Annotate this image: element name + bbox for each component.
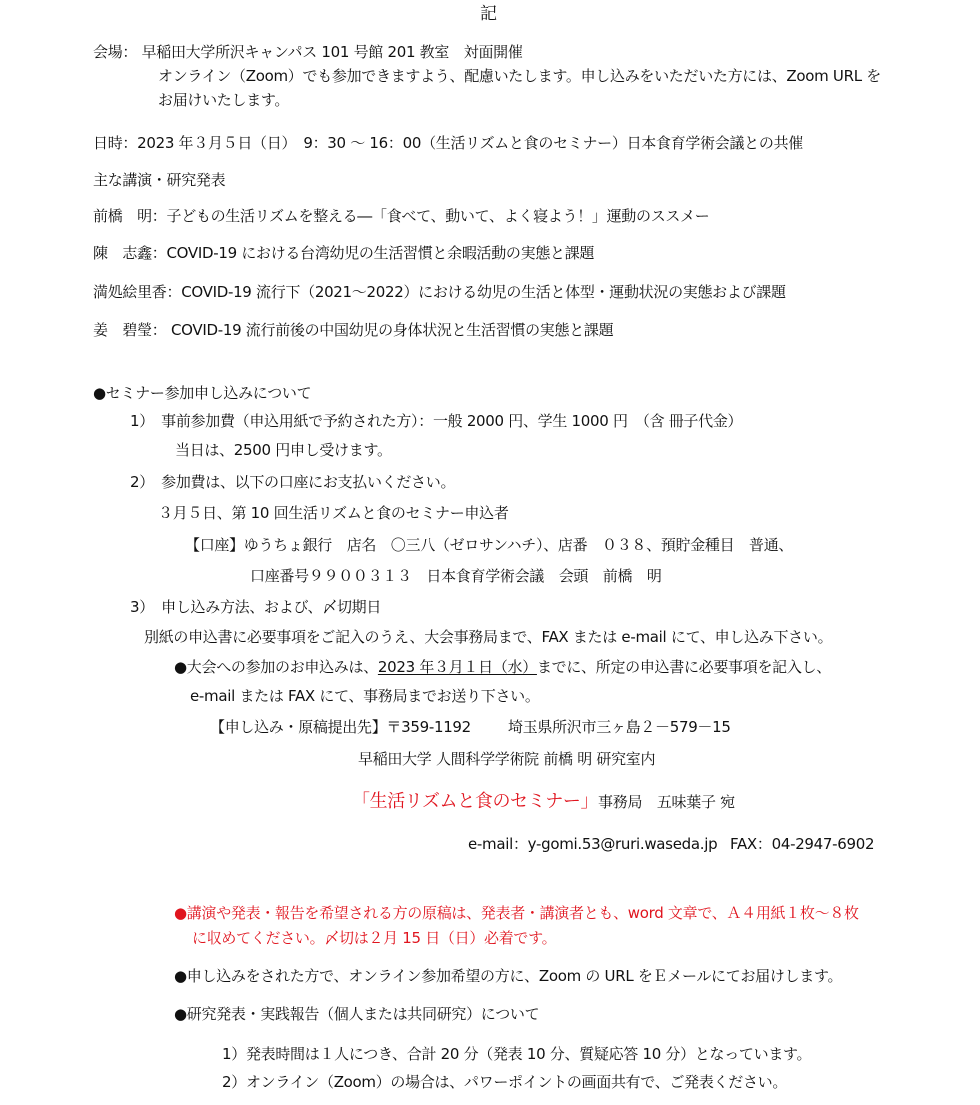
deadline-pre: ●大会への参加のお申込みは、 (174, 658, 378, 676)
research-item: 1）発表時間は１人につき、合計 20 分（発表 10 分、質疑応答 10 分）となっています。 (222, 1045, 812, 1063)
fee-onsite: 当日は、2500 円申し受けます。 (175, 441, 392, 459)
application-method-heading: 3） 申し込み方法、および、〆切期日 (130, 598, 382, 616)
deadline-line-2: e-mail または FAX にて、事務局までお送り下さい。 (190, 687, 540, 705)
seminar-name: 「生活リズムと食のセミナー」 (352, 791, 599, 812)
lecture-item: 満処絵里香：COVID-19 流行下（2021～2022）における幼児の生活と体型・運動状況の実態および課題 (93, 283, 786, 301)
contact-email: e-mail：y-gomi.53@ruri.waseda.jp (468, 835, 718, 853)
fee-payment: 2） 参加費は、以下の口座にお支払いください。 (130, 473, 456, 491)
lecture-item: 姜 碧瑩： COVID-19 流行前後の中国幼児の身体状況と生活習慣の実態と課題 (93, 321, 614, 339)
deadline-date: 2023 年３月１日（水） (377, 658, 537, 676)
address-label: 【申し込み・原稿提出先】〒359-1192 (210, 718, 471, 736)
registration-heading: ●セミナー参加申し込みについて (93, 384, 312, 402)
office-recipient: 事務局 五味葉子 宛 (598, 793, 735, 811)
fee-payment-note: ３月５日、第 10 回生活リズムと食のセミナー申込者 (158, 504, 509, 522)
venue-line: 会場： 早稲田大学所沢キャンパス 101 号館 201 教室 対面開催 (93, 43, 523, 61)
office-line (352, 792, 735, 812)
research-item: 2）オンライン（Zoom）の場合は、パワーポイントの画面共有で、ご発表ください。 (222, 1073, 788, 1091)
bank-account-number: 口座番号９９００３１３ 日本食育学術会議 会頭 前橋 明 (250, 567, 662, 585)
deadline-line (174, 657, 831, 677)
venue-online-note: オンライン（Zoom）でも参加できますよう、配慮いたします。申し込みをいただいた方には、Zoom URL を (158, 67, 881, 85)
fee-advance: 1） 事前参加費（申込用紙で予約された方）：一般 2000 円、学生 1000 円 （含 冊子代金） (130, 412, 743, 430)
venue-online-note-cont: お届けいたします。 (158, 91, 290, 109)
lab-name: 早稲田大学 人間科学学術院 前橋 明 研究室内 (358, 750, 656, 768)
application-method-text: 別紙の申込書に必要事項をご記入のうえ、大会事務局まで、FAX または e-mail にて、申し込み下さい。 (144, 628, 833, 646)
contact-fax: FAX：04-2947-6902 (730, 835, 875, 853)
document-title: 記 (480, 4, 497, 24)
address: 埼玉県所沢市三ヶ島２－579－15 (508, 718, 731, 736)
lecture-item: 前橋 明：子どもの生活リズムを整える―「食べて、動いて、よく寝よう！」運動のススメー (93, 207, 710, 225)
datetime-line: 日時：2023 年３月５日（日） 9：30 ～ 16：00（生活リズムと食のセミナー）日本食育学術会議との共催 (93, 134, 803, 152)
lecture-item: 陳 志鑫：COVID-19 における台湾幼児の生活習慣と余暇活動の実態と課題 (93, 244, 595, 262)
bank-account-line: 【口座】ゆうちょ銀行 店名 〇三八（ゼロサンハチ）、店番 ０３８、預貯金種目 普通、 (185, 536, 794, 554)
zoom-note: ●申し込みをされた方で、オンライン参加希望の方に、Zoom の URL をＥメールにてお届けします。 (174, 967, 843, 985)
research-heading: ●研究発表・実践報告（個人または共同研究）について (174, 1005, 540, 1023)
deadline-post: までに、所定の申込書に必要事項を記入し、 (536, 658, 831, 676)
manuscript-deadline: に収めてください。〆切は２月 15 日（日）必着です。 (192, 929, 557, 947)
lectures-heading: 主な講演・研究発表 (93, 171, 226, 189)
manuscript-note: ●講演や発表・報告を希望される方の原稿は、発表者・講演者とも、word 文章で、Ａ４用紙１枚～８枚 (174, 904, 859, 922)
